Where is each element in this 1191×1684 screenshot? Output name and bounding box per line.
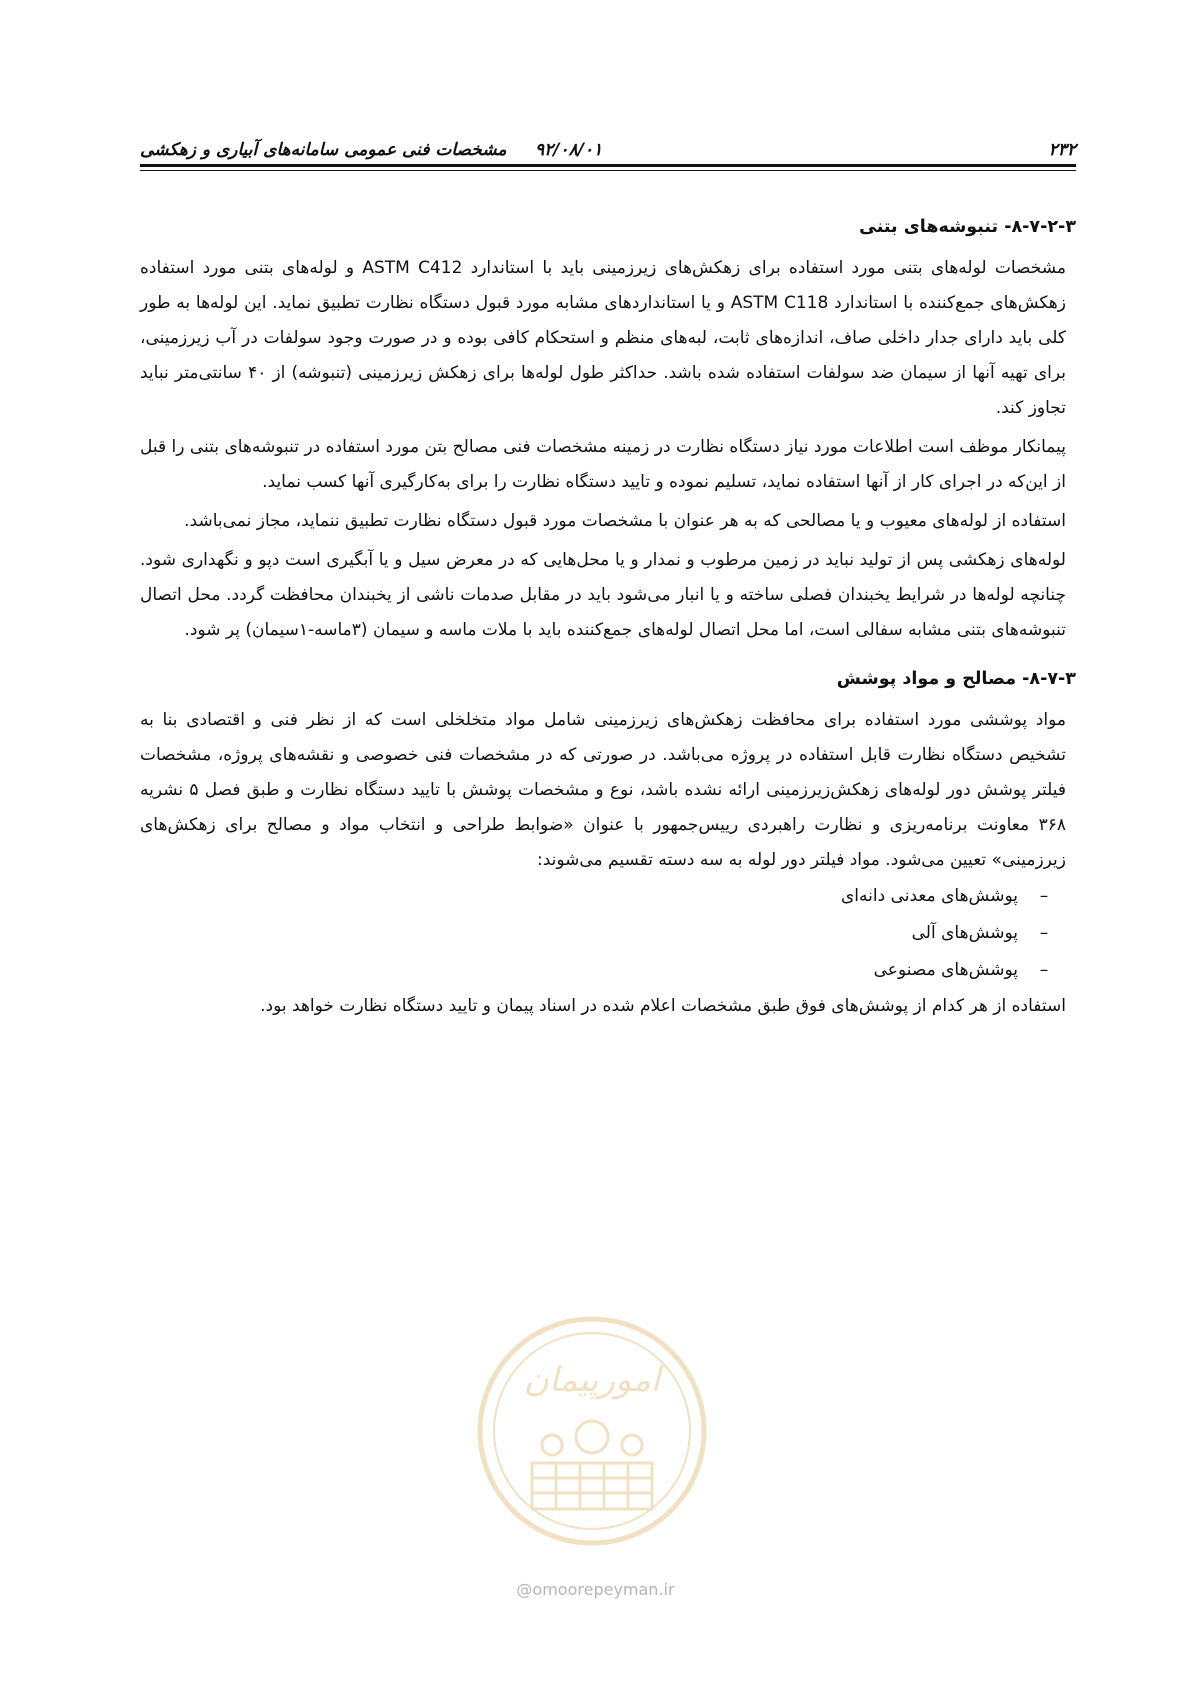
- page-number: ۲۳۲: [1048, 140, 1076, 160]
- section-heading: ۸-۷-۲-۳- تنبوشه‌های بتنی: [859, 217, 1076, 237]
- paragraph: مشخصات لوله‌های بتنی مورد استفاده برای زهکش‌های زیرزمینی باید با استاندارد ASTM C412 و لوله‌های بتنی مورد استفاده زهکش‌های جمع‌کننده با استاندارد ASTM C118 و یا استانداردهای مشابه مورد قبول دستگاه نظارت تطبیق نماید. این لوله‌ها به طور کلی باید دارای جدار داخلی صاف، اندازه‌های ثابت، لبه‌های منظم و استحکام کافی بوده و در صورت وجود سولفات در آب زیرزمینی، برای تهیه آنها از سیمان ضد سولفات استفاده شده باشد. حداکثر طول لوله‌ها برای زهکش زیرزمینی (تنبوشه) از ۴۰ سانتی‌متر نباید تجاوز کند.: [140, 258, 1067, 418]
- paragraph: استفاده از لوله‌های معیوب و یا مصالحی که به هر عنوان با مشخصات مورد قبول دستگاه نظارت تطبیق ننماید، مجاز نمی‌باشد.: [184, 511, 1066, 531]
- paragraph: مواد پوششی مورد استفاده برای محافظت زهکش‌های زیرزمینی شامل مواد متخلخلی است که از نظر فنی و اقتصادی بنا به تشخیص دستگاه نظارت قابل استفاده در پروژه می‌باشد. در صورتی که در مشخصات فنی خصوصی و نقشه‌های پروژه، مشخصات فیلتر پوشش دور لوله‌های زهکش‌زیرزمینی ارائه نشده باشد، نوع و مشخصات پوشش با تایید دستگاه نظارت و طبق فصل ۵ نشریه ۳۶۸ معاونت برنامه‌ریزی و نظارت راهبردی رییس‌جمهور با عنوان «ضوابط طراحی و انتخاب مواد و مصالح برای زهکش‌های زیرزمینی» تعیین می‌شود. مواد فیلتر دور لوله به سه دسته تقسیم می‌شوند:: [140, 710, 1066, 870]
- page-header: [140, 127, 1076, 167]
- list-item: [140, 952, 1054, 989]
- list-item: [140, 915, 1054, 952]
- bullet-list: [140, 878, 1076, 989]
- list-item-text: پوشش‌های آلی: [911, 923, 1018, 943]
- watermark-seal-text: امورپیمان: [523, 1360, 661, 1400]
- header-date: ۹۲/۰۸/۰۱: [535, 140, 603, 160]
- list-item: [140, 878, 1054, 915]
- document-body: [140, 210, 1076, 1028]
- closing-paragraph: استفاده از هر کدام از پوشش‌های فوق طبق مشخصات اعلام شده در اسناد پیمان و تایید دستگاه نظارت خواهد بود.: [260, 996, 1066, 1016]
- bullet-marker: –: [1039, 886, 1049, 906]
- paragraph: لوله‌های زهکشی پس از تولید نباید در زمین مرطوب و نمدار و یا محل‌هایی که در معرض سیل و یا آبگیری است دپو و نگهداری شود. چنانچه لوله‌ها در شرایط یخبندان فصلی ساخته و یا انبار می‌شود باید در مقابل صدمات ناشی از یخبندان محافظت گردد. محل اتصال تنبوشه‌های بتنی مشابه سفالی است، اما محل اتصال لوله‌های جمع‌کننده باید با ملات ماسه و سیمان (۳ماسه-۱سیمان) پر شود.: [140, 550, 1066, 640]
- watermark-url: @omoorepeyman.ir: [516, 1580, 675, 1599]
- header-rule: [140, 170, 1076, 171]
- section-heading: ۸-۷-۳- مصالح و مواد پوشش: [836, 669, 1076, 689]
- paragraph: پیمانکار موظف است اطلاعات مورد نیاز دستگاه نظارت در زمینه مشخصات فنی مصالح بتن مورد استفاده در تنبوشه‌های بتنی را قبل از این‌که در اجرای کار از آنها استفاده نماید، تسلیم نموده و تایید دستگاه نظارت را برای به‌کارگیری آنها کسب نماید.: [140, 437, 1066, 492]
- bullet-marker: –: [1039, 923, 1049, 943]
- bullet-marker: –: [1039, 960, 1049, 980]
- watermark-seal-icon: [474, 1313, 710, 1549]
- list-item-text: پوشش‌های معدنی دانه‌ای: [841, 886, 1018, 906]
- header-title: مشخصات فنی عمومی سامانه‌های آبیاری و زهکشی: [140, 140, 507, 160]
- list-item-text: پوشش‌های مصنوعی: [873, 960, 1018, 980]
